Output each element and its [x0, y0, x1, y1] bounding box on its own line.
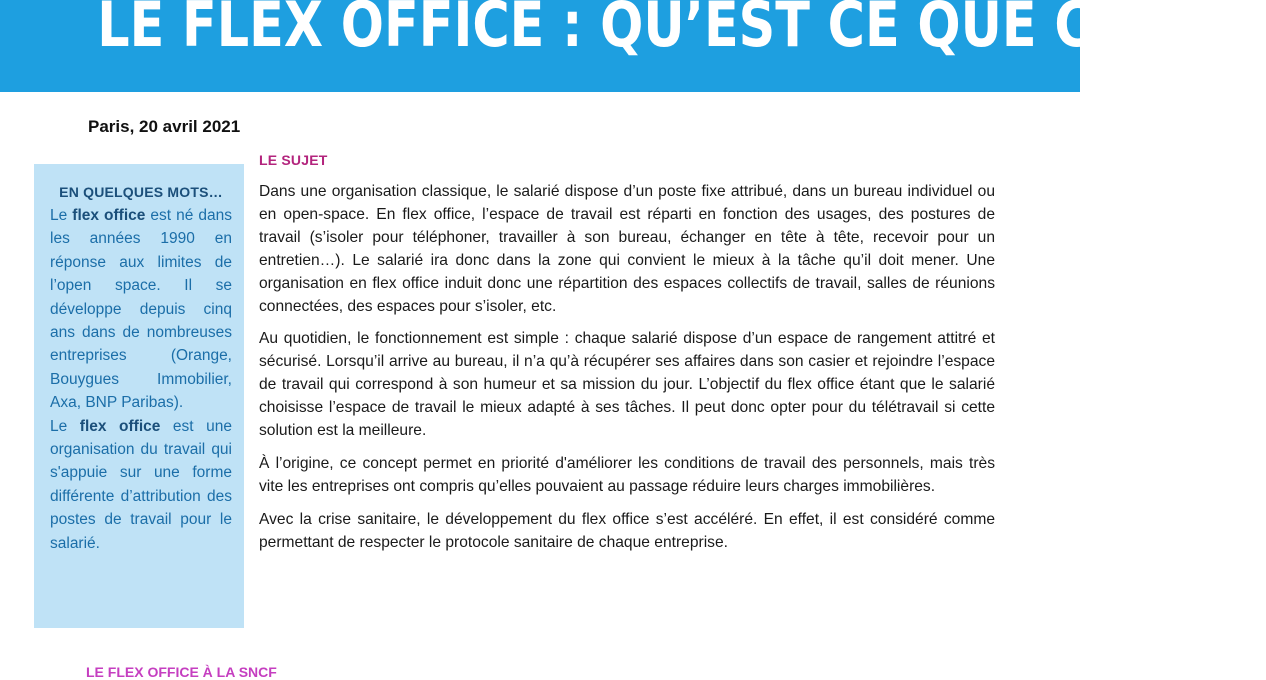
- summary-keyword: flex office: [72, 207, 146, 224]
- summary-text: Le: [50, 207, 73, 224]
- body-paragraph: Au quotidien, le fonctionnement est simple : chaque salarié dispose d’un espace de rangement attitré et sécurisé. Lorsqu’il arrive au bureau, il n’a qu’à récupérer ses affaires dans son casier et rejoindre l’espace de travail qui correspond à son humeur et sa mission du jour. L’objectif du flex office étant que le salarié choisisse l’espace de travail le mieux adapté à ses tâches. Il peut donc opter pour du télétravail si cette solution est la meilleure.: [259, 330, 995, 440]
- summary-box: [34, 164, 244, 628]
- summary-text: est né dans les années 1990 en réponse aux limites de l’open space. Il se développe depuis cinq ans dans de nombreuses entreprises (Orange, Bouygues Immobilier, Axa, BNP Paribas).: [50, 207, 232, 412]
- body-paragraph: À l’origine, ce concept permet en priorité d'améliorer les conditions de travail des personnels, mais très vite les entreprises ont compris qu’elles pouvaient au passage réduire leurs charges immobilières.: [259, 454, 995, 495]
- summary-paragraph-2: [50, 415, 232, 555]
- dateline: Paris, 20 avril 2021: [88, 117, 241, 136]
- summary-keyword: flex office: [79, 417, 161, 435]
- summary-text: Le: [50, 417, 80, 435]
- body-paragraph: Dans une organisation classique, le salarié dispose d’un poste fixe attribué, dans un bureau individuel ou en open-space. En flex office, l’espace de travail est réparti en fonction des usages, des postures de travail (s’isoler pour téléphoner, travailler à son bureau, échanger en tête à tête, recevoir pour un entretien…). Le salarié ira donc dans la zone qui convient le mieux à la tâche qu’il doit mener. Une organisation en flex office induit donc une répartition des espaces collectifs de travail, salles de réunions connectées, des espaces pour s’isoler, etc.: [259, 183, 995, 315]
- summary-box-title: EN QUELQUES MOTS…: [59, 184, 223, 200]
- header-banner: [0, 0, 1266, 92]
- body-paragraph: Avec la crise sanitaire, le développement du flex office s’est accéléré. En effet, il est considéré comme permettant de respecter le protocole sanitaire de chaque entreprise.: [259, 510, 995, 551]
- page-title: LE FLEX OFFICE : QU’EST CE QUE C’EST ?: [97, 0, 1266, 61]
- next-section-heading: LE FLEX OFFICE À LA SNCF: [86, 664, 277, 680]
- summary-text: est une organisation du travail qui s'appuie sur une forme différente d’attribution des postes de travail pour le salarié.: [50, 417, 232, 552]
- summary-paragraph-1: [50, 204, 232, 415]
- main-article: [259, 152, 995, 565]
- section-heading: LE SUJET: [259, 152, 328, 168]
